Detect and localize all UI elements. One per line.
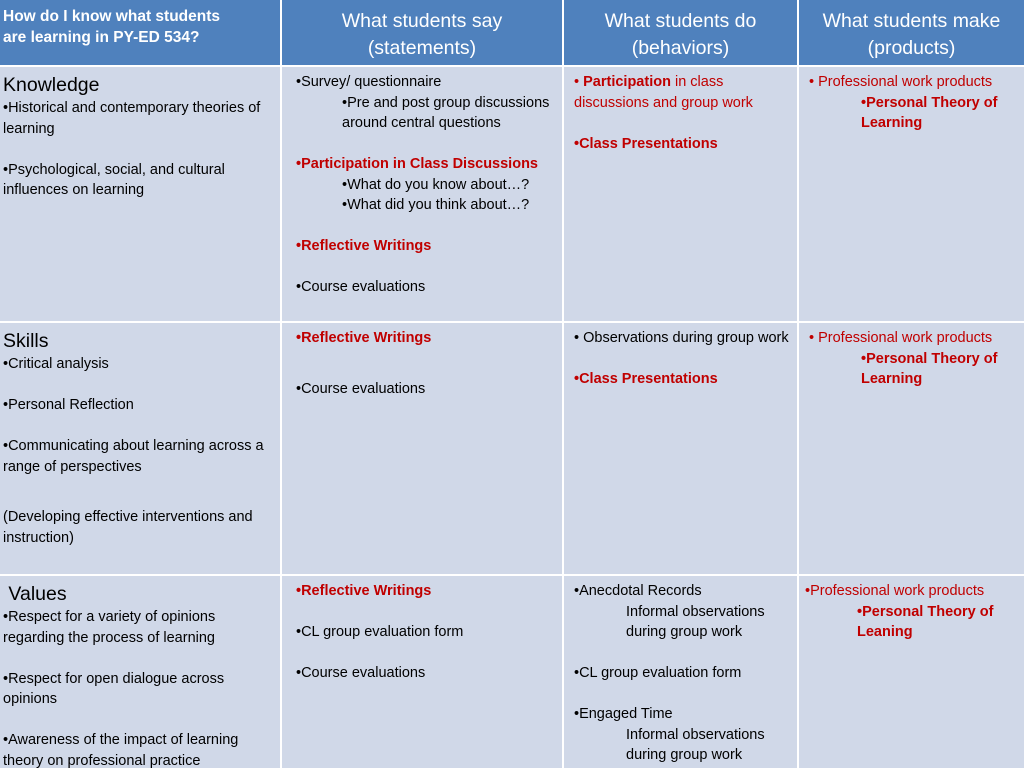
skills-item-interventions: (Developing effective interventions and instruction)	[3, 509, 253, 546]
skills-item-personal-reflection: •Personal Reflection	[3, 397, 134, 413]
values-item-open-dialogue: •Respect for open dialogue across opinions	[3, 670, 225, 707]
knowledge-row-title: Knowledge	[3, 74, 100, 96]
values-make-theory-label: Personal Theory of Leaning	[857, 603, 994, 640]
knowledge-make-cell	[799, 67, 1024, 321]
knowledge-item-influences: •Psychological, social, and cultural influences on learning	[3, 161, 225, 198]
knowledge-make-products: • Professional work products	[809, 74, 993, 90]
knowledge-say-participation-label: Participation in Class Discussions	[301, 156, 538, 172]
values-do-engaged-sub: Informal observations during group work	[626, 726, 765, 763]
knowledge-say-question-2: •What did you think about…?	[342, 197, 530, 213]
skills-item-communicating: •Communicating about learning across a range of perspectives	[3, 438, 264, 475]
values-do-anecdotal-sub: Informal observations during group work	[626, 603, 765, 640]
skills-make-products: • Professional work products	[809, 330, 993, 346]
knowledge-do-participation-rest: in class discussions and group work	[574, 74, 753, 111]
values-say-reflective	[296, 581, 554, 602]
header-make-subtitle: (products)	[867, 37, 956, 59]
values-say-cl-form: •CL group evaluation form	[296, 624, 464, 640]
knowledge-do-participation-bullet: •	[574, 74, 584, 90]
header-do-subtitle: (behaviors)	[631, 37, 730, 59]
values-do-cell	[564, 576, 797, 768]
values-say-reflective-label: Reflective Writings	[301, 583, 432, 599]
values-do-anecdotal: •Anecdotal Records	[574, 583, 702, 599]
knowledge-item-theories: •Historical and contemporary theories of learning	[3, 100, 261, 137]
values-row-title: Values	[3, 583, 67, 605]
knowledge-say-survey-sub: •Pre and post group discussions around central questions	[342, 94, 550, 131]
skills-make-theory-bullet: •	[861, 350, 867, 367]
skills-say-reflective-label: Reflective Writings	[301, 330, 432, 346]
values-say-reflective-bullet: •	[296, 583, 302, 599]
knowledge-say-participation-bullet: •	[296, 156, 302, 172]
knowledge-say-course-eval: •Course evaluations	[296, 279, 426, 295]
values-make-products: •Professional work products	[805, 583, 985, 599]
knowledge-do-presentations-label: Class Presentations	[579, 135, 718, 152]
knowledge-say-survey: •Survey/ questionnaire	[296, 74, 442, 90]
values-do-cl-form: •CL group evaluation form	[574, 665, 742, 681]
knowledge-say-participation	[296, 154, 554, 175]
header-say-title: What students say	[341, 10, 503, 32]
skills-row-label-cell	[0, 323, 280, 574]
values-item-respect-opinions: •Respect for a variety of opinions regarding the process of learning	[3, 609, 216, 646]
values-row-label-cell	[0, 576, 280, 768]
skills-make-cell	[799, 323, 1024, 574]
values-say-course-eval: •Course evaluations	[296, 665, 426, 681]
skills-say-reflective	[296, 328, 554, 349]
header-corner-line-2: are learning in PY-ED 534?	[3, 29, 200, 46]
skills-say-cell	[282, 323, 562, 574]
values-make-theory-bullet: •	[857, 603, 863, 620]
skills-say-course-eval: •Course evaluations	[296, 380, 426, 397]
skills-make-theory-label: Personal Theory of Learning	[861, 350, 998, 387]
knowledge-make-theory-bullet: •	[861, 94, 867, 111]
skills-do-cell	[564, 323, 797, 574]
knowledge-say-reflective-bullet: •	[296, 238, 302, 254]
header-corner-line-1: How do I know what students	[3, 8, 220, 25]
header-make-cell	[799, 0, 1024, 65]
knowledge-do-participation-label: Participation	[583, 74, 671, 90]
values-do-engaged: •Engaged Time	[574, 706, 673, 722]
knowledge-do-presentations	[574, 134, 789, 155]
values-make-theory	[805, 602, 1018, 643]
skills-do-presentations	[574, 369, 789, 390]
skills-do-presentations-bullet: •	[574, 371, 580, 387]
knowledge-say-reflective-label: Reflective Writings	[301, 238, 432, 254]
values-say-cell	[282, 576, 562, 768]
knowledge-do-cell	[564, 67, 797, 321]
skills-row-title: Skills	[3, 330, 49, 352]
header-corner-cell	[0, 0, 280, 65]
header-do-cell	[564, 0, 797, 65]
knowledge-do-participation	[574, 72, 789, 113]
knowledge-do-presentations-bullet: •	[574, 135, 580, 152]
knowledge-say-question-1: •What do you know about…?	[342, 176, 530, 193]
skills-do-presentations-label: Class Presentations	[579, 371, 718, 387]
knowledge-make-theory-label: Personal Theory of Learning	[861, 94, 998, 131]
header-say-cell	[282, 0, 562, 65]
skills-item-critical-analysis: •Critical analysis	[3, 356, 109, 372]
header-say-subtitle: (statements)	[367, 37, 477, 59]
header-make-title: What students make	[822, 10, 1001, 32]
skills-do-observations: • Observations during group work	[574, 330, 789, 346]
knowledge-say-cell	[282, 67, 562, 321]
knowledge-say-reflective	[296, 236, 554, 257]
skills-say-reflective-bullet: •	[296, 330, 302, 346]
values-item-awareness: •Awareness of the impact of learning theory on professional practice	[3, 732, 239, 768]
skills-make-theory	[809, 349, 1018, 390]
values-make-cell	[799, 576, 1024, 768]
knowledge-row-label-cell	[0, 67, 280, 321]
header-do-title: What students do	[604, 10, 757, 32]
knowledge-make-theory	[809, 93, 1018, 134]
